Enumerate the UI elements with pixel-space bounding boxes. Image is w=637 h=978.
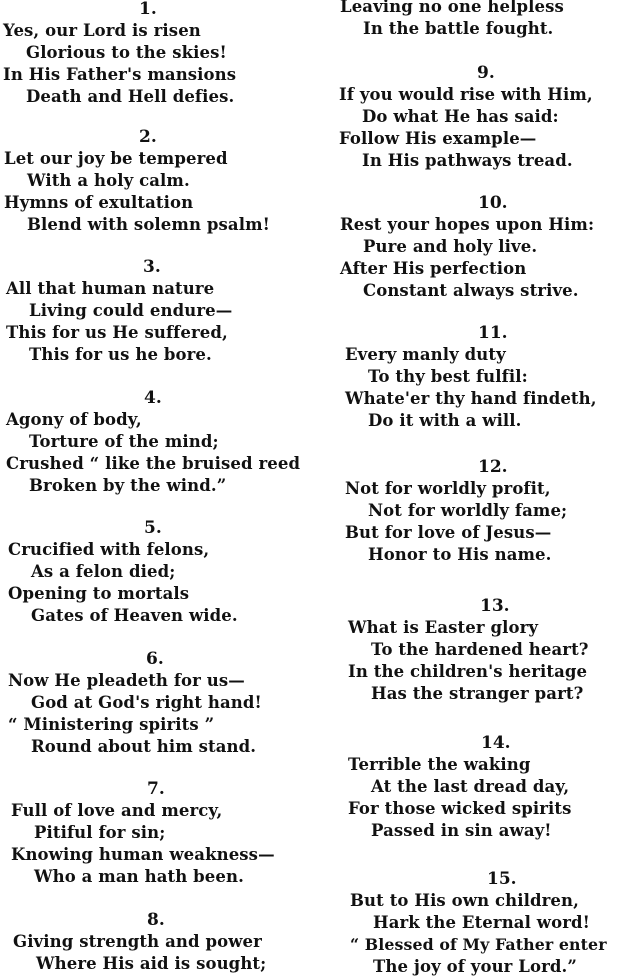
verse-line: Pitiful for sin; bbox=[34, 823, 166, 842]
stanza-11 bbox=[345, 322, 637, 432]
verse-line: Full of love and mercy, bbox=[11, 801, 223, 820]
verse-line: As a felon died; bbox=[31, 562, 176, 581]
verse-line: “ Ministering spirits ” bbox=[8, 715, 215, 734]
verse-line: Do it with a will. bbox=[368, 411, 522, 430]
stanza-2 bbox=[4, 126, 314, 236]
stanza-number: 15. bbox=[487, 869, 517, 889]
verse-line: Passed in sin away! bbox=[371, 821, 552, 840]
stanza-7 bbox=[11, 778, 321, 888]
verse-line: Honor to His name. bbox=[368, 545, 552, 564]
verse-line: Rest your hopes upon Him: bbox=[340, 215, 595, 234]
verse-line: For those wicked spirits bbox=[348, 799, 572, 818]
verse-line: Glorious to the skies! bbox=[26, 43, 227, 62]
verse-line: With a holy calm. bbox=[27, 171, 190, 190]
stanza-6 bbox=[8, 648, 318, 758]
verse-line: Death and Hell defies. bbox=[26, 87, 235, 106]
stanza-number: 3. bbox=[143, 257, 161, 277]
verse-line: Where His aid is sought; bbox=[36, 954, 267, 973]
stanza-8 bbox=[13, 909, 323, 975]
verse-line: Now He pleadeth for us— bbox=[8, 671, 245, 690]
verse-line: Blend with solemn psalm! bbox=[27, 215, 270, 234]
stanza-number: 14. bbox=[481, 733, 511, 753]
verse-line: Has the stranger part? bbox=[371, 684, 584, 703]
verse-line: In His pathways tread. bbox=[362, 151, 573, 170]
stanza-number: 2. bbox=[139, 127, 157, 147]
stanza-10 bbox=[340, 192, 637, 302]
verse-line: All that human nature bbox=[6, 279, 215, 298]
verse-line: Not for worldly fame; bbox=[368, 501, 568, 520]
verse-line: Round about him stand. bbox=[31, 737, 257, 756]
stanza-number: 10. bbox=[478, 193, 508, 213]
stanza-number: 9. bbox=[477, 63, 495, 83]
verse-line: This for us He suffered, bbox=[6, 323, 228, 342]
verse-line: Crucified with felons, bbox=[8, 540, 210, 559]
stanza-1 bbox=[3, 0, 313, 108]
verse-line: Broken by the wind.” bbox=[29, 476, 227, 495]
verse-line: At the last dread day, bbox=[371, 777, 570, 796]
verse-line: After His perfection bbox=[340, 259, 527, 278]
stanza-number: 5. bbox=[144, 518, 162, 538]
verse-line: Constant always strive. bbox=[363, 281, 579, 300]
stanza-4 bbox=[6, 387, 326, 497]
stanza-number: 4. bbox=[144, 388, 162, 408]
verse-line: Terrible the waking bbox=[348, 755, 531, 774]
stanza-8-continued bbox=[340, 0, 637, 40]
stanza-14 bbox=[348, 732, 637, 842]
verse-line: In the battle fought. bbox=[363, 19, 554, 38]
verse-line: To the hardened heart? bbox=[371, 640, 589, 659]
stanza-9 bbox=[339, 62, 636, 172]
stanza-number: 8. bbox=[147, 910, 165, 930]
verse-line: But to His own children, bbox=[350, 891, 579, 910]
verse-line: Pure and holy live. bbox=[363, 237, 538, 256]
verse-line: Who a man hath been. bbox=[34, 867, 244, 886]
verse-line: God at God's right hand! bbox=[31, 693, 262, 712]
verse-line: “ Blessed of My Father enter bbox=[350, 935, 607, 954]
verse-line: What is Easter glory bbox=[348, 618, 539, 637]
stanza-12 bbox=[345, 456, 637, 566]
verse-line: Agony of body, bbox=[6, 410, 142, 429]
verse-line: Hark the Eternal word! bbox=[373, 913, 590, 932]
verse-line: In the children's heritage bbox=[348, 662, 588, 681]
verse-line: In His Father's mansions bbox=[3, 65, 237, 84]
verse-line: Leaving no one helpless bbox=[340, 0, 564, 16]
verse-line: Let our joy be tempered bbox=[4, 149, 228, 168]
stanza-3 bbox=[6, 256, 316, 366]
verse-line: Whate'er thy hand findeth, bbox=[345, 389, 597, 408]
stanza-number: 13. bbox=[480, 596, 510, 616]
verse-line: Yes, our Lord is risen bbox=[3, 21, 201, 40]
verse-line: Giving strength and power bbox=[13, 932, 262, 951]
verse-line: Hymns of exultation bbox=[4, 193, 194, 212]
stanza-5 bbox=[8, 517, 318, 627]
verse-line: Every manly duty bbox=[345, 345, 506, 364]
stanza-number: 12. bbox=[478, 457, 508, 477]
verse-line: But for love of Jesus— bbox=[345, 523, 552, 542]
stanza-number: 6. bbox=[146, 649, 164, 669]
verse-line: The joy of your Lord.” bbox=[373, 957, 577, 976]
stanza-number: 1. bbox=[139, 0, 157, 19]
verse-line: Gates of Heaven wide. bbox=[31, 606, 238, 625]
verse-line: If you would rise with Him, bbox=[339, 85, 593, 104]
verse-line: Not for worldly profit, bbox=[345, 479, 551, 498]
stanza-number: 7. bbox=[147, 779, 165, 799]
stanza-number: 11. bbox=[478, 323, 508, 343]
verse-line: To thy best fulfil: bbox=[368, 367, 528, 386]
verse-line: Do what He has said: bbox=[362, 107, 559, 126]
verse-line: This for us he bore. bbox=[29, 345, 212, 364]
stanza-15 bbox=[350, 868, 637, 978]
verse-line: Living could endure— bbox=[29, 301, 233, 320]
verse-line: Knowing human weakness— bbox=[11, 845, 275, 864]
stanza-13 bbox=[348, 595, 637, 705]
verse-line: Follow His example— bbox=[339, 129, 537, 148]
verse-line: Crushed “ like the bruised reed bbox=[6, 454, 301, 473]
verse-line: Opening to mortals bbox=[8, 584, 190, 603]
verse-line: Torture of the mind; bbox=[29, 432, 219, 451]
